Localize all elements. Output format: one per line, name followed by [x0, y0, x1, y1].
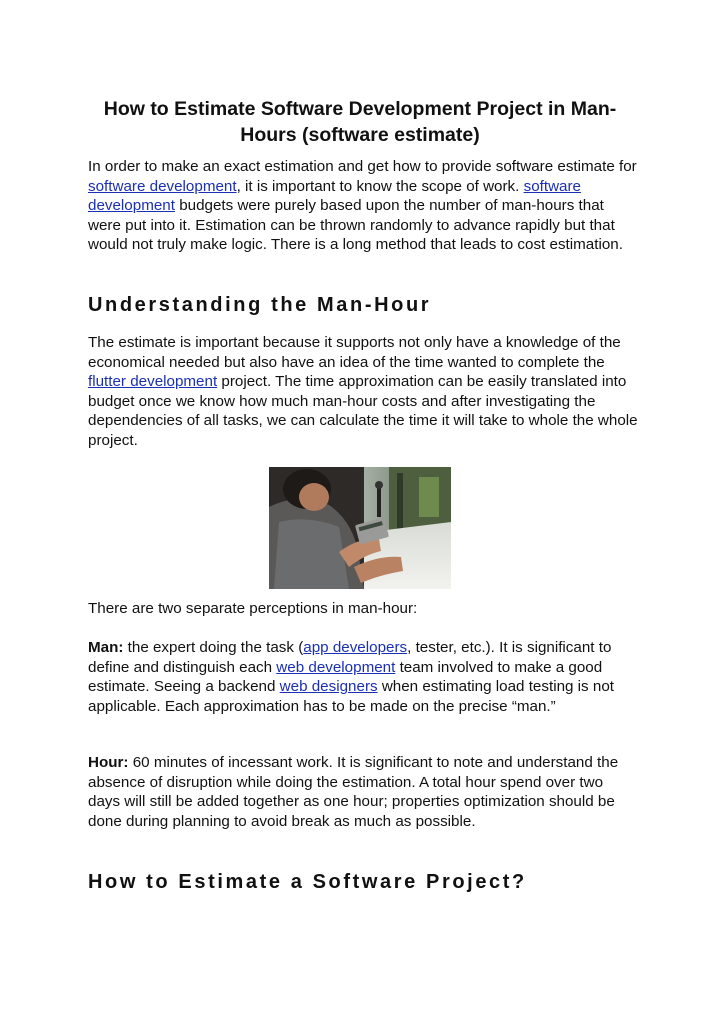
man-text-1: the expert doing the task ( — [123, 639, 304, 656]
intro-text-3: budgets were purely based upon the number of man-hours that were put into it. Estimation can be thrown randomly to advance rapidly but that would not truly make logic. There is a long method that leads to cost estimation. — [88, 197, 623, 254]
hour-paragraph — [88, 753, 638, 831]
web-development-link[interactable]: web development — [276, 658, 396, 676]
flutter-development-link[interactable]: flutter development — [88, 373, 218, 391]
section-heading-estimate: How to Estimate a Software Project? — [88, 871, 527, 893]
man-hour-text-2: project. The time approximation can be easily translated into budget once we know how much man-hour costs and after investigating the dependencies of all tasks, we can calculate the time it will take to whole the whole project. — [88, 373, 638, 449]
hour-label: Hour: — [88, 754, 129, 771]
intro-text-1: In order to make an exact estimation and get how to provide software estimate for — [88, 158, 637, 175]
page-title: How to Estimate Software Development Project in Man-Hours (software estimate) — [103, 98, 617, 146]
software-development-link-2[interactable]: software development — [88, 177, 581, 215]
person-with-calculator-photo — [269, 467, 451, 589]
man-paragraph — [88, 638, 638, 716]
perceptions-intro: There are two separate perceptions in man-hour: — [88, 600, 418, 617]
software-development-link-1[interactable]: software development — [88, 177, 237, 195]
man-text-4: when estimating load testing is not applicable. Each approximation has to be made on the precise “man.” — [88, 678, 614, 715]
man-label: Man: — [88, 639, 124, 656]
web-designers-link[interactable]: web designers — [279, 678, 378, 696]
app-developers-link[interactable]: app developers — [303, 639, 408, 656]
intro-text-2: , it is important to know the scope of work. — [236, 177, 524, 195]
man-hour-paragraph — [88, 333, 638, 451]
man-text-3: team involved to make a good estimate. Seeing a backend — [88, 658, 603, 696]
man-hour-text-1: The estimate is important because it supports not only have a knowledge of the economical needed but also have an idea of the time wanted to complete the — [88, 334, 621, 371]
man-text-2: , tester, etc.). It is significant to define and distinguish each — [88, 639, 612, 676]
hour-text: 60 minutes of incessant work. It is significant to note and understand the absence of disruption while doing the estimation. A total hour spend over two days will still be added together as one hour; properties optimization should be done during planning to avoid break as much as possible. — [88, 754, 619, 830]
intro-paragraph — [88, 157, 638, 255]
section-heading-man-hour: Understanding the Man-Hour — [88, 294, 432, 316]
